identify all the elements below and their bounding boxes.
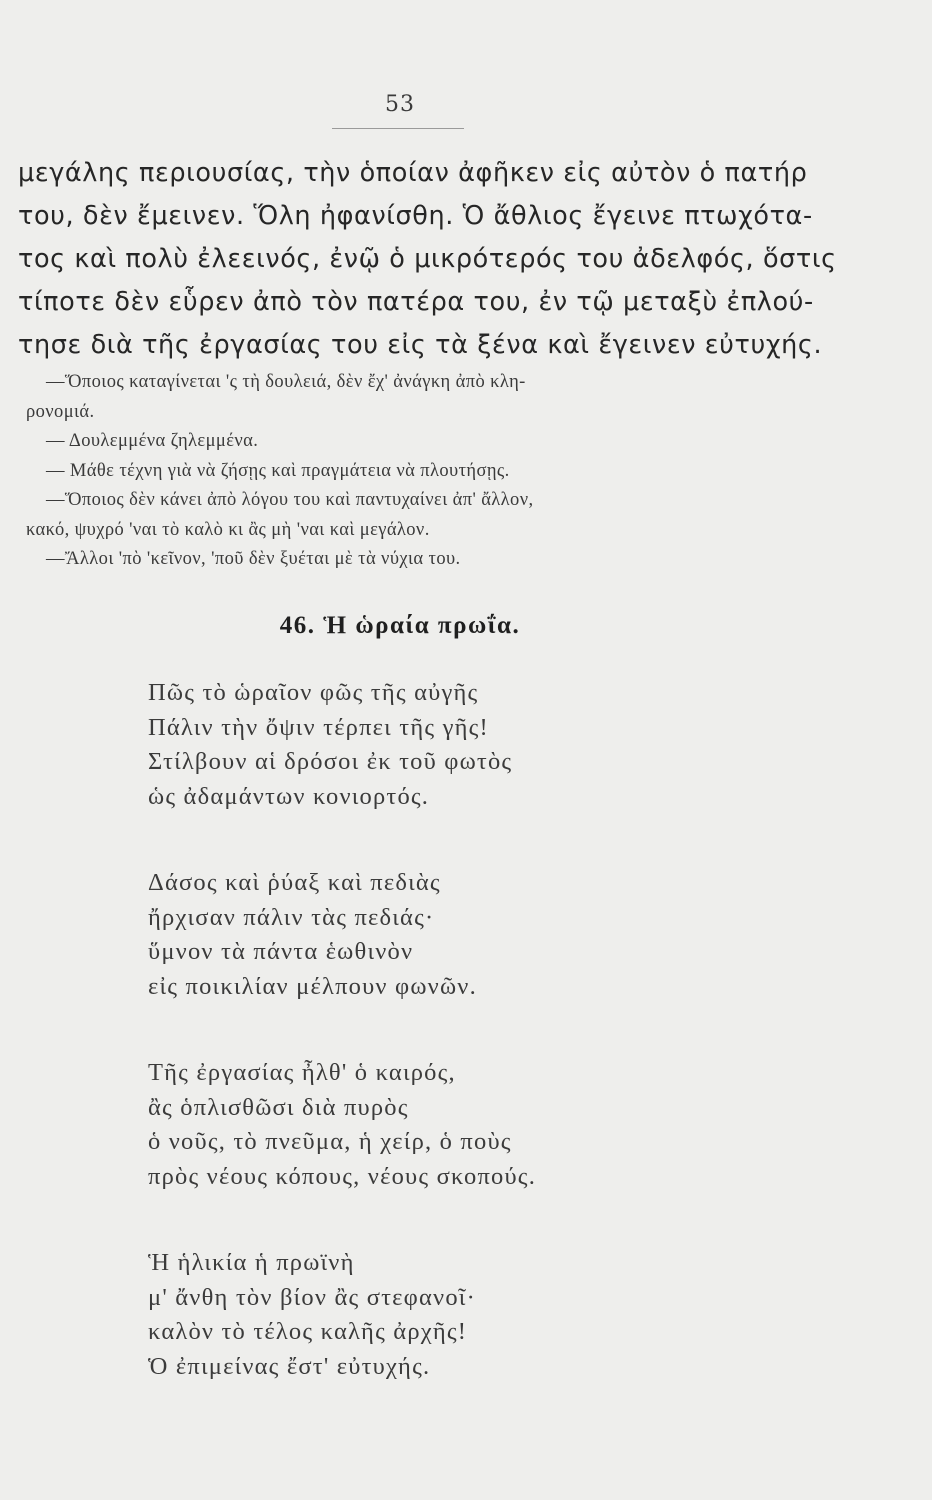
poem-verse: καλὸν τὸ τέλος καλῆς ἀρχῆς! [148, 1318, 468, 1345]
poem-verse: Τῆς ἐργασίας ἦλθ' ὁ καιρός, [148, 1059, 456, 1086]
poem-verse: Στίλβουν αἱ δρόσοι ἐκ τοῦ φωτὸς [148, 748, 513, 775]
poem-verse: Πῶς τὸ ὡραῖον φῶς τῆς αὐγῆς [148, 679, 479, 706]
prose-line: μεγάλης περιουσίας, τὴν ὁποίαν ἀφῆκεν εἰς αὐτὸν ὁ πατήρ [18, 158, 808, 188]
proverb-line: —Ὅποιος δὲν κάνει ἀπὸ λόγου του καὶ παντυχαίνει ἀπ' ἄλλον, [46, 490, 534, 510]
proverb-line: —Ὅποιος καταγίνεται 'ς τὴ δουλειά, δὲν ἔχ' ἀνάγκη ἀπὸ κλη- [46, 372, 526, 392]
page-number-rule [332, 128, 464, 129]
poem-verse: εἰς ποικιλίαν μέλπουν φωνῶν. [148, 972, 477, 1000]
poem-verse: ὕμνον τὰ πάντα ἑωθινὸν [148, 938, 414, 965]
poem-verse: ἂς ὁπλισθῶσι διὰ πυρὸς [148, 1093, 409, 1121]
poem-title: 46. Ἡ ὡραία πρωΐα. [279, 612, 521, 639]
poem-verse: Δάσος καὶ ῥύαξ καὶ πεδιὰς [148, 869, 441, 896]
poem-verse: Πάλιν τὴν ὄψιν τέρπει τῆς γῆς! [148, 713, 489, 741]
proverb-line: κακό, ψυχρό 'ναι τὸ καλὸ κι ἂς μὴ 'ναι καὶ μεγάλον. [26, 519, 430, 540]
poem-stanza [148, 676, 848, 814]
proverbs-dialogue [26, 368, 896, 575]
proverb-line: — Μάθε τέχνη γιὰ νὰ ζήσῃς καὶ πραγμάτεια νὰ πλουτήσῃς. [46, 460, 510, 481]
poem [148, 676, 848, 1436]
prose-line: του, δὲν ἔμεινεν. Ὅλη ἠφανίσθη. Ὁ ἄθλιος ἔγεινε πτωχότα- [18, 201, 813, 231]
poem-verse: πρὸς νέους κόπους, νέους σκοπούς. [148, 1162, 537, 1190]
prose-line: τος καὶ πολὺ ἐλεεινός, ἐνῷ ὁ μικρότερός του ἀδελφός, ὅστις [18, 244, 837, 274]
poem-verse: ὁ νοῦς, τὸ πνεῦμα, ἡ χείρ, ὁ ποὺς [148, 1128, 512, 1155]
poem-verse: ὡς ἀδαμάντων κονιορτός. [148, 782, 430, 810]
poem-stanza [148, 1246, 848, 1384]
proverb-line: — Δουλεμμένα ζηλεμμένα. [46, 431, 259, 451]
poem-stanza [148, 1056, 848, 1194]
page-number: 53 [385, 92, 415, 117]
prose-line: τίποτε δὲν εὗρεν ἀπὸ τὸν πατέρα του, ἐν τῷ μεταξὺ ἐπλού- [18, 287, 814, 317]
poem-verse: ἤρχισαν πάλιν τὰς πεδιάς· [148, 903, 435, 931]
proverb-line: —Ἄλλοι 'πὸ 'κεῖνον, 'ποῦ δὲν ξυέται μὲ τὰ νύχια του. [46, 549, 461, 569]
proverb-line: ρονομιά. [26, 401, 95, 422]
poem-verse: Ὁ ἐπιμείνας ἔστ' εὐτυχής. [148, 1352, 431, 1380]
prose-paragraph [18, 152, 898, 367]
poem-stanza [148, 866, 848, 1004]
poem-verse: Ἡ ἡλικία ἡ πρωϊνὴ [148, 1249, 355, 1276]
poem-verse: μ' ἄνθη τὸν βίον ἂς στεφανοῖ· [148, 1283, 476, 1311]
prose-line: τησε διὰ τῆς ἐργασίας του εἰς τὰ ξένα καὶ ἔγεινεν εὐτυχής. [18, 330, 823, 360]
